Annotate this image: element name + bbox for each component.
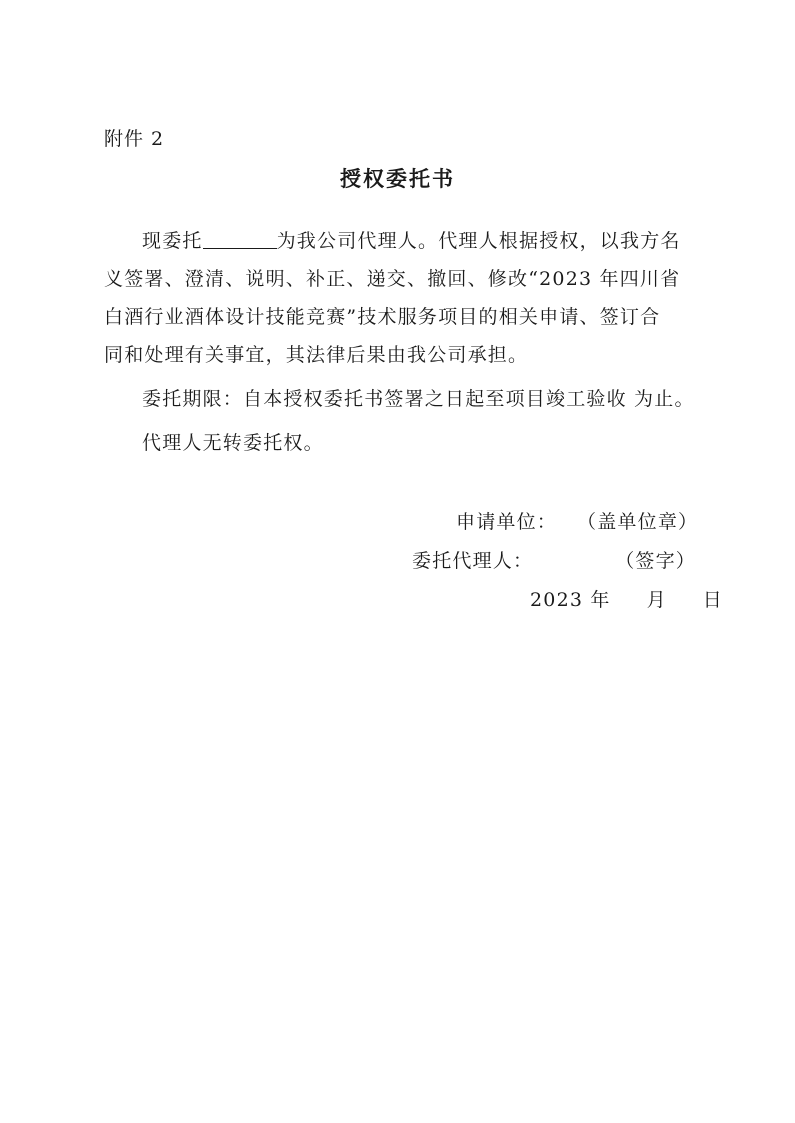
paragraph-line-4: 同和处理有关事宜，其法律后果由我公司承担。 (104, 344, 529, 366)
attachment-label: 附件 2 (104, 128, 165, 150)
entrust-suffix: 为我公司代理人。代理人根据授权，以我方名 (276, 230, 681, 252)
document-title: 授权委托书 (340, 166, 455, 191)
agent-row (412, 546, 696, 573)
no-subdelegation-paragraph: 代理人无转委托权。 (142, 432, 324, 454)
agent-sign-note: （签字） (615, 550, 697, 572)
applicant-seal-note: （盖单位章） (577, 511, 699, 533)
date-month: 月 (646, 589, 667, 611)
paragraph-line-2: 义签署、澄清、说明、补正、递交、撤回、修改“2023 年四川省 (104, 268, 681, 290)
entrust-prefix: 现委托 (142, 230, 203, 252)
applicant-row (456, 507, 698, 534)
paragraph-line-3: 白酒行业酒体设计技能竞赛”技术服务项目的相关申请、签订合 (104, 306, 661, 328)
term-paragraph: 委托期限：自本授权委托书签署之日起至项目竣工验收 为止。 (142, 388, 695, 410)
agent-label: 委托代理人： (412, 550, 534, 572)
date-year: 2023 年 (530, 589, 611, 611)
applicant-label: 申请单位： (456, 511, 558, 533)
date-day: 日 (702, 589, 723, 611)
agent-name-blank (203, 230, 277, 249)
date-row (530, 585, 723, 612)
paragraph-line-1 (142, 226, 681, 253)
